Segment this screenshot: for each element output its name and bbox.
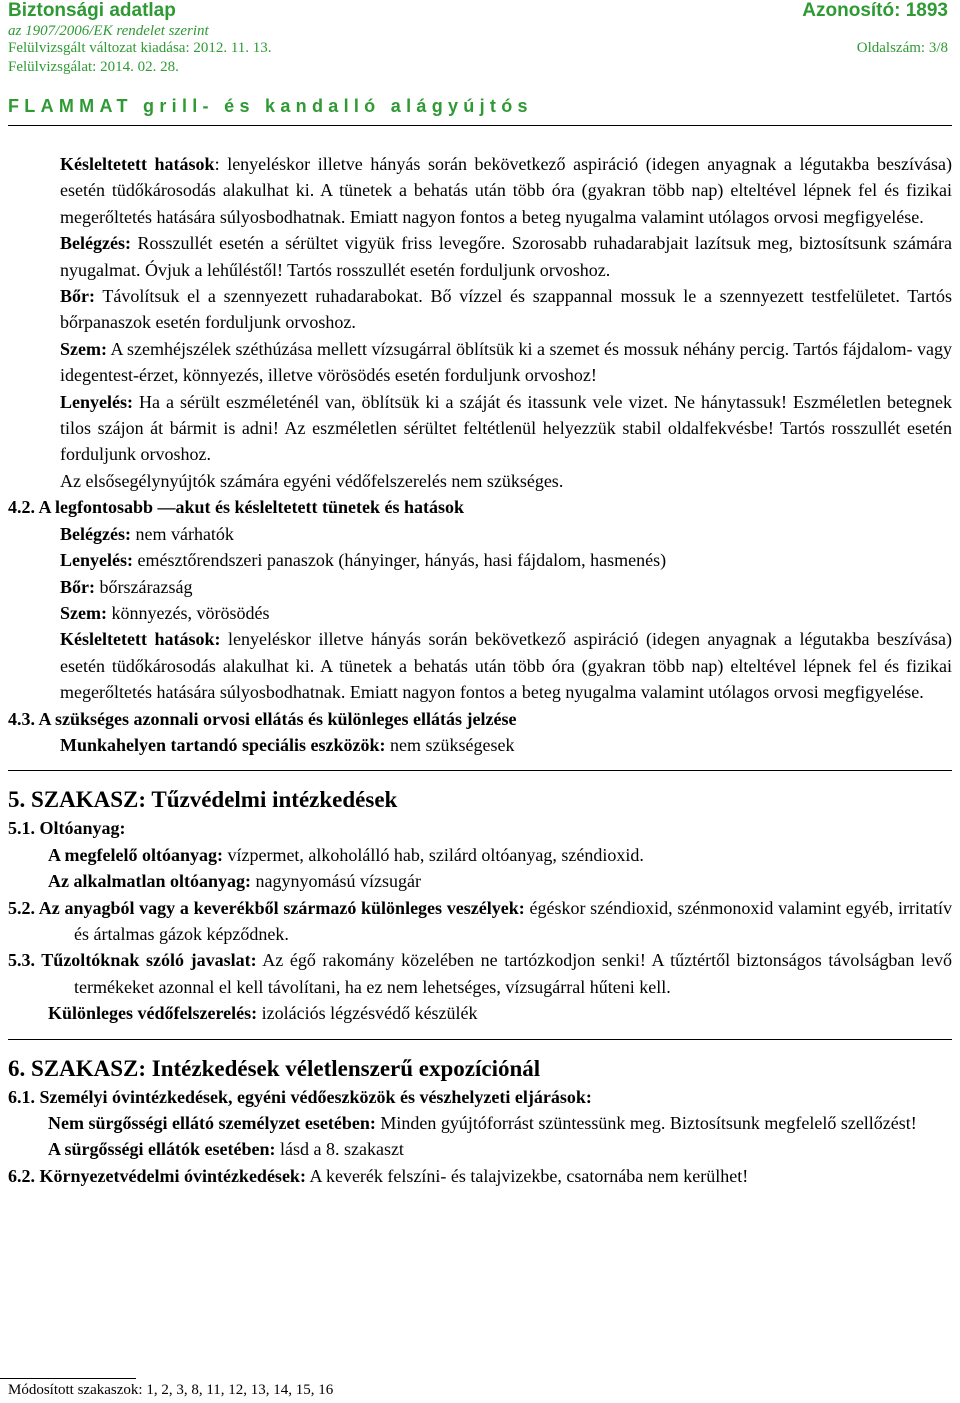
- section-4-1-block: [8, 151, 952, 494]
- section-6-heading: 6. SZAKASZ: Intézkedések véletlenszerű expozíciónál: [8, 1055, 541, 1081]
- section-5-3-label: 5.3. Tűzoltóknak szóló javaslat:: [8, 950, 257, 971]
- ingestion-label: Lenyelés:: [60, 391, 133, 412]
- inhalation-paragraph: [60, 230, 952, 283]
- suitable-extinguisher-text: vízpermet, alkoholálló hab, szilárd oltóanyag, széndioxid.: [222, 844, 644, 865]
- section-divider: [8, 1039, 952, 1040]
- workplace-tools-label: Munkahelyen tartandó speciális eszközök:: [60, 734, 386, 755]
- non-emergency-label: Nem sürgősségi ellátó személyzet esetében:: [48, 1113, 376, 1133]
- section-6-1-block: [8, 1110, 952, 1163]
- document-id: Azonosító: 1893: [802, 0, 948, 21]
- symptom-eye-text: könnyezés, vörösödés: [106, 602, 270, 623]
- inhalation-text: Rosszullét esetén a sérültet vigyük friss levegőre. Szorosabb ruhadarabjait lazítsuk meg, biztosítsunk számára nyugalmat. Óvjuk a lehűléstől! Tartós rosszullét esetén forduljunk orvoshoz.: [60, 233, 952, 280]
- section-6-1-heading: 6.1. Személyi óvintézkedések, egyéni védőeszközök és vészhelyzeti eljárások:: [8, 1086, 592, 1107]
- ingestion-paragraph: [60, 389, 952, 468]
- page-number: Oldalszám: 3/8: [856, 40, 948, 56]
- ingestion-text: Ha a sérült eszméleténél van, öblítsük ki a száját és itassunk vele vizet. Ne hánytassuk! Eszméletlen betegnek tilos szájon át bármit is adni! Az eszméletlen sérültet feltétlenül helyezzük stabil oldalfekvésbe! Tartós rosszullét esetén forduljunk orvoshoz.: [60, 391, 952, 465]
- delayed-effects-text: : lenyeléskor illetve hányás során bekövetkező aspiráció (idegen anyagnak a légutakba beszívása) esetén tüdőkárosodás alakulhat ki. A tünetek a behatás után több óra (gyakran több nap) elteltével lépnek fel és fizikai megerőltetés hatására súlyosbodhatnak. Emiatt nagyon fontos a beteg nyugalma valamint utólagos orvosi megfigyelése.: [60, 154, 952, 227]
- document-body: [8, 151, 952, 1189]
- section-5-2-label: 5.2. Az anyagból vagy a keverékből származó különleges veszélyek:: [8, 897, 525, 918]
- special-ppe-paragraph: [8, 1000, 952, 1026]
- symptom-skin-text: bőrszárazság: [95, 576, 193, 597]
- section-5-3-text: Az égő rakomány közelében ne tartózkodjon senki! A tűztértől biztonságos távolságban levő termékeket azonnal el kell távolítani, ha ez nem lehetséges, vízsugárral hűteni kell.: [74, 950, 952, 997]
- eye-label: Szem:: [60, 338, 107, 359]
- section-5-2-text: égéskor széndioxid, szénmonoxid valamint egyéb, irritatív és ártalmas gázok képződnek.: [74, 897, 952, 944]
- section-5-heading: 5. SZAKASZ: Tűzvédelmi intézkedések: [8, 787, 398, 813]
- section-6-2-paragraph: [8, 1163, 952, 1189]
- symptom-skin-label: Bőr:: [60, 576, 95, 597]
- section-6-2-label: 6.2. Környezetvédelmi óvintézkedések:: [8, 1165, 306, 1186]
- section-5-1-block: [8, 842, 952, 895]
- symptom-eye-label: Szem:: [60, 602, 107, 623]
- emergency-responders-label: A sürgősségi ellátók esetében:: [48, 1139, 276, 1160]
- skin-text: Távolítsuk el a szennyezett ruhadarabokat. Bő vízzel és szappannal mossuk le a szennyezett testfelületet. Tartós bőrpanaszok esetén forduljunk orvoshoz.: [60, 286, 952, 333]
- symptom-ingestion-text: emésztőrendszeri panaszok (hányinger, hányás, hasi fájdalom, hasmenés): [132, 550, 667, 571]
- header-divider: [8, 125, 952, 126]
- section-4-2-heading: 4.2. A legfontosabb —akut és késleltetett tünetek és hatások: [8, 497, 465, 518]
- revised-issue-date: Felülvizsgált változat kiadása: 2012. 11. 13.: [8, 40, 272, 56]
- section-4-2-block: [8, 521, 952, 706]
- footer-divider: [0, 1378, 136, 1379]
- delayed-effects-label: Késleltetett hatások: [60, 154, 215, 174]
- symptom-delayed-label: Késleltetett hatások:: [60, 629, 221, 650]
- section-divider: [8, 770, 952, 771]
- workplace-tools-text: nem szükségesek: [385, 734, 515, 755]
- document-title: Biztonsági adatlap: [8, 0, 176, 21]
- delayed-effects-paragraph: [60, 151, 952, 230]
- section-5-1-heading: 5.1. Oltóanyag:: [8, 818, 126, 839]
- symptom-ingestion-label: Lenyelés:: [60, 550, 133, 571]
- section-6-2-text: A keverék felszíni- és talajvizekbe, csatornába nem kerülhet!: [305, 1165, 749, 1186]
- eye-paragraph: [60, 336, 952, 389]
- special-ppe-label: Különleges védőfelszerelés:: [48, 1003, 258, 1024]
- first-aid-ppe-note: Az elsősegélynyújtók számára egyéni védőfelszerelés nem szükséges.: [60, 470, 564, 491]
- unsuitable-extinguisher-label: Az alkalmatlan oltóanyag:: [48, 871, 252, 892]
- symptom-delayed-text: lenyeléskor illetve hányás során bekövetkező aspiráció (idegen anyagnak a légutakba beszívása) esetén tüdőkárosodás alakulhat ki. A tünetek a behatás után több óra (gyakran több nap) elteltével lépnek fel és fizikai megerőltetés hatására súlyosbodhatnak. Emiatt nagyon fontos a beteg nyugalma valamint utólagos orvosi megfigyelése.: [60, 629, 952, 703]
- symptom-inhalation-text: nem várhatók: [130, 523, 234, 544]
- symptom-inhalation-label: Belégzés:: [60, 523, 131, 544]
- modified-sections-footer: Módosított szakaszok: 1, 2, 3, 8, 11, 12, 13, 14, 15, 16: [8, 1382, 334, 1398]
- non-emergency-text: Minden gyújtóforrást szüntessünk meg. Biztosítsunk megfelelő szellőzést!: [375, 1113, 917, 1133]
- section-5-3-paragraph: [8, 947, 952, 1000]
- unsuitable-extinguisher-text: nagynyomású vízsugár: [251, 871, 421, 892]
- workplace-tools-paragraph: [8, 732, 952, 758]
- eye-text: A szemhéjszélek széthúzása mellett vízsugárral öblítsük ki a szemet és mossuk néhány percig. Tartós fájdalom- vagy idegentest-érzet, könnyezés, illetve vörösödés esetén forduljunk orvoshoz!: [60, 338, 952, 386]
- product-name: FLAMMAT grill- és kandalló alágyújtós: [8, 96, 533, 116]
- revision-date: Felülvizsgálat: 2014. 02. 28.: [8, 59, 179, 75]
- section-4-3-heading: 4.3. A szükséges azonnali orvosi ellátás és különleges ellátás jelzése: [8, 708, 517, 729]
- skin-label: Bőr:: [60, 286, 95, 307]
- skin-paragraph: [60, 283, 952, 336]
- page-header: [8, 0, 948, 116]
- section-5-2-paragraph: [8, 895, 952, 948]
- special-ppe-text: izolációs légzésvédő készülék: [257, 1003, 478, 1024]
- suitable-extinguisher-label: A megfelelő oltóanyag:: [48, 844, 223, 865]
- emergency-responders-text: lásd a 8. szakaszt: [275, 1139, 404, 1160]
- inhalation-label: Belégzés:: [60, 233, 131, 254]
- regulation-reference: az 1907/2006/EK rendelet szerint: [8, 23, 209, 39]
